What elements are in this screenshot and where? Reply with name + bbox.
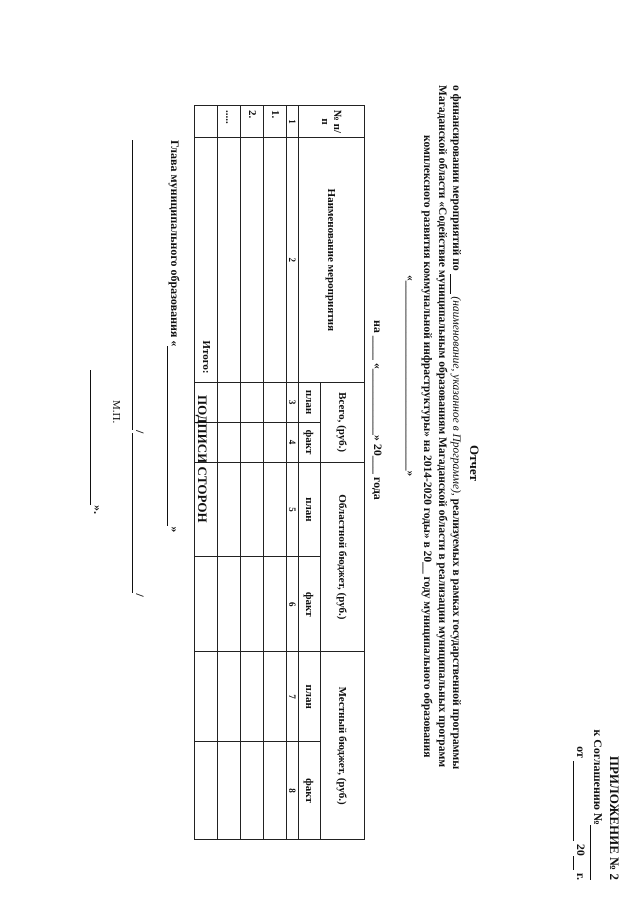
header-regional: Областной бюджет, (руб.) bbox=[321, 462, 365, 652]
report-line-3: комплексного развития коммунальной инфраструктуры» на 2014-2020 годы» в 20__ году муниципального образования bbox=[421, 135, 433, 758]
col-number: 2 bbox=[287, 137, 299, 382]
row-number: 2. bbox=[241, 106, 264, 138]
col-number: 3 bbox=[287, 382, 299, 422]
agreement-label: к Соглашению № bbox=[591, 729, 605, 825]
col-number: 5 bbox=[287, 462, 299, 557]
header-local: Местный бюджет, (руб.) bbox=[321, 652, 365, 840]
slash: / bbox=[133, 430, 147, 434]
header-plan: план bbox=[299, 462, 321, 557]
row-number: 1. bbox=[264, 106, 287, 138]
date-signature-line bbox=[90, 370, 105, 514]
report-line-2: Магаданской области «Содействие муниципальным образованиям Магаданской области в реализации муниципальных программ bbox=[436, 85, 448, 768]
head-line bbox=[167, 140, 182, 532]
col-number: 8 bbox=[287, 742, 299, 840]
stamp-place: М.П. bbox=[110, 400, 122, 424]
report-date-line: на ____ «___________» 20___ года bbox=[371, 320, 385, 500]
header-fact: факт bbox=[299, 557, 321, 652]
header-fact: факт bbox=[299, 422, 321, 462]
header-plan: план bbox=[299, 382, 321, 422]
row-number: ..... bbox=[218, 106, 241, 138]
date-blank bbox=[90, 370, 103, 505]
signatures-heading: ПОДПИСИ СТОРОН bbox=[195, 395, 210, 523]
annex-title: ПРИЛОЖЕНИЕ № 2 bbox=[607, 755, 622, 880]
date-blank bbox=[573, 761, 586, 841]
annex-date bbox=[573, 746, 588, 880]
head-label: Глава муниципального образования « bbox=[168, 140, 182, 347]
report-line-1-end: реализуемых в рамках государственной программы bbox=[450, 498, 462, 770]
header-total: Всего, (руб.) bbox=[321, 382, 365, 462]
agreement-number-blank bbox=[590, 825, 603, 880]
municipality-blank bbox=[167, 346, 180, 526]
table-row bbox=[241, 106, 264, 840]
slash: / bbox=[133, 593, 147, 597]
col-number: 4 bbox=[287, 422, 299, 462]
header-plan: план bbox=[299, 652, 321, 742]
report-line-1-start: о финансировании мероприятий по bbox=[450, 85, 462, 271]
signature-line bbox=[132, 140, 147, 597]
date-close: ». bbox=[91, 505, 105, 514]
annex-agreement bbox=[590, 729, 605, 880]
head-close: » bbox=[168, 526, 182, 533]
year-blank bbox=[573, 856, 586, 870]
table-row bbox=[264, 106, 287, 840]
header-fact: факт bbox=[299, 742, 321, 840]
report-table bbox=[194, 105, 365, 840]
col-number: 7 bbox=[287, 652, 299, 742]
total-label: Итого: bbox=[195, 137, 218, 382]
header-name: Наименование мероприятия bbox=[299, 137, 365, 382]
table-row bbox=[218, 106, 241, 840]
col-number: 6 bbox=[287, 557, 299, 652]
report-line-1-italic: (наименование, указанное в Программе), bbox=[450, 296, 462, 496]
year-prefix: 20 bbox=[574, 843, 588, 856]
col-number: 1 bbox=[287, 106, 299, 138]
program-blank bbox=[450, 274, 463, 294]
year-suffix: г. bbox=[574, 872, 588, 880]
date-prefix: от bbox=[574, 746, 588, 758]
name-blank bbox=[132, 433, 145, 593]
report-heading: Отчет bbox=[467, 445, 482, 481]
report-line-4: «_________________________________» bbox=[404, 275, 416, 477]
report-line-1 bbox=[450, 85, 463, 769]
signature-blank bbox=[132, 140, 145, 430]
header-num: № п/п bbox=[299, 106, 365, 138]
